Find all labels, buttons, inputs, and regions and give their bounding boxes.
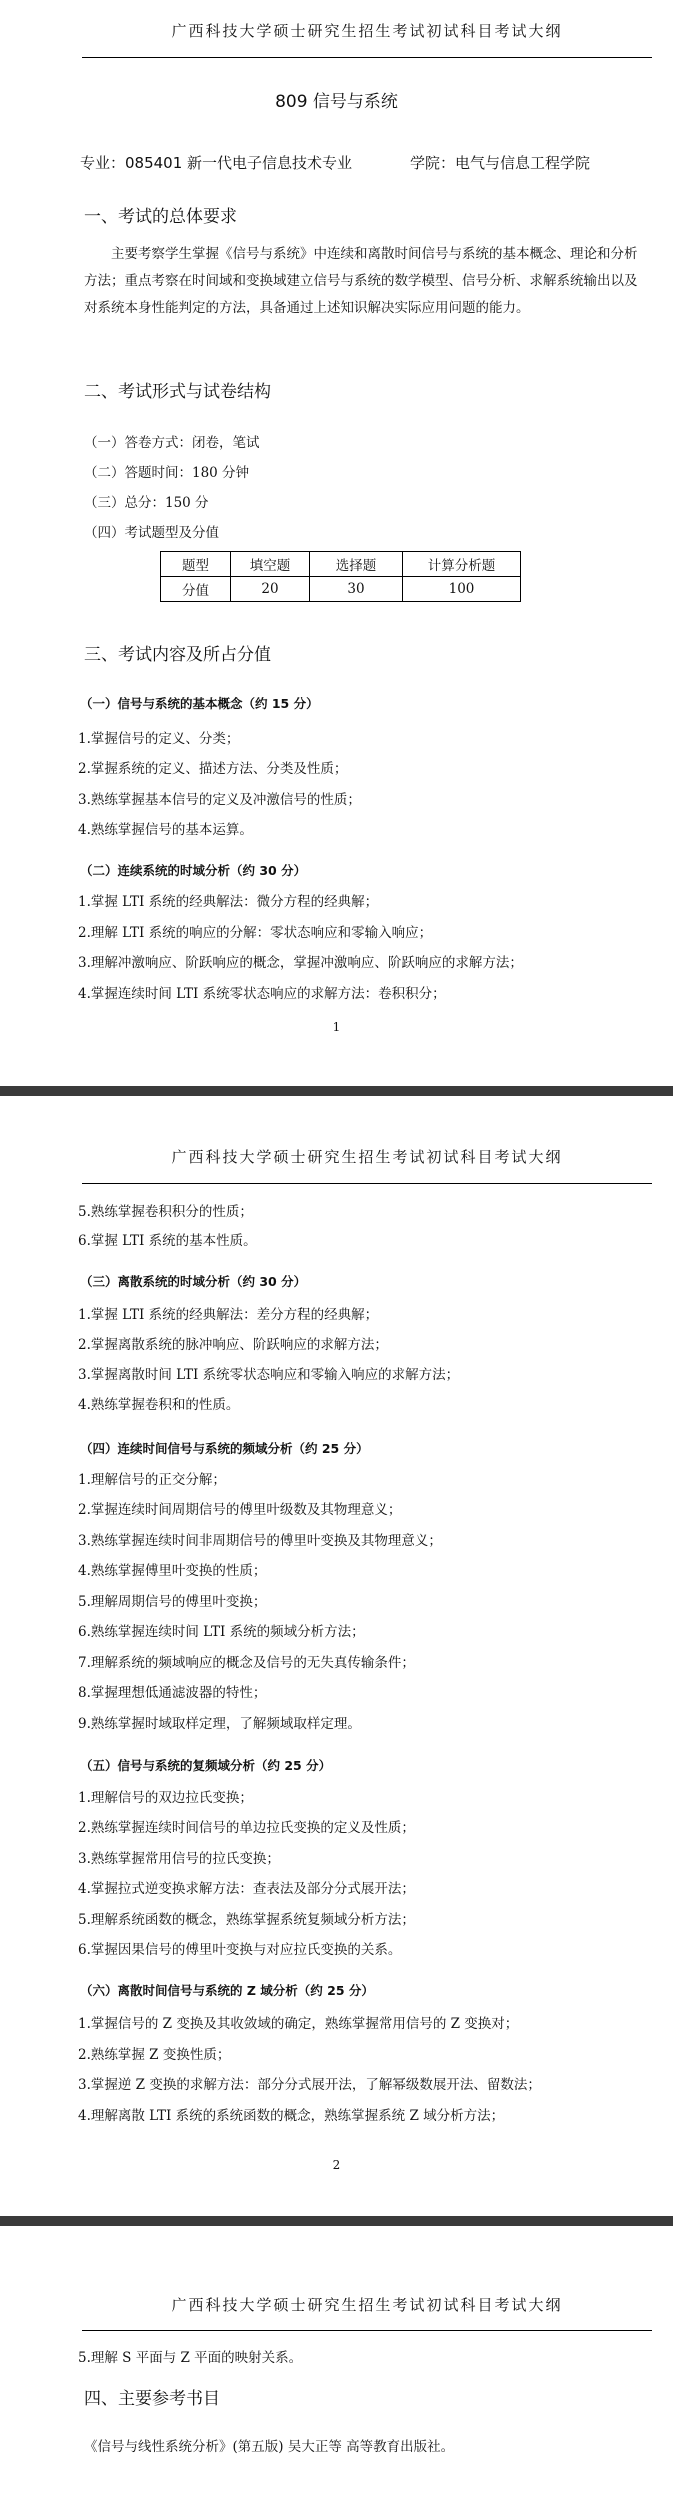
list-item: 4.熟练掌握卷积和的性质。	[78, 1397, 240, 1413]
list-item: 4.掌握连续时间 LTI 系统零状态响应的求解方法：卷积积分；	[78, 986, 446, 1002]
list-item: 2.掌握连续时间周期信号的傅里叶级数及其物理意义；	[78, 1502, 402, 1518]
list-item: 1.掌握信号的 Z 变换及其收敛域的确定，熟练掌握常用信号的 Z 变换对；	[78, 2016, 519, 2032]
requirement-paragraph: 主要考察学生掌握《信号与系统》中连续和离散时间信号与系统的基本概念、理论和分析方法；重点考察在时间域和变换域建立信号与系统的数学模型、信号分析、求解系统输出以及对系统本身性能判定的方法，具备通过上述知识解决实际应用问题的能力。	[84, 246, 638, 316]
page-header: 广西科技大学硕士研究生招生考试初试科目考试大纲	[171, 2296, 563, 2314]
table-cell: 分值	[161, 577, 231, 602]
table-row	[161, 577, 521, 602]
header-rule	[82, 57, 652, 58]
list-item: 8.掌握理想低通滤波器的特性；	[78, 1685, 267, 1701]
list-item: 5.理解 S 平面与 Z 平面的映射关系。	[78, 2350, 303, 2366]
list-item: 4.掌握拉式逆变换求解方法：查表法及部分分式展开法；	[78, 1881, 415, 1897]
list-item: 1.掌握信号的定义、分类；	[78, 731, 240, 747]
list-item: 9.熟练掌握时域取样定理，了解频域取样定理。	[78, 1716, 361, 1732]
list-item: 1.理解信号的双边拉氏变换；	[78, 1790, 253, 1806]
subsection-title: （一）信号与系统的基本概念（约 15 分）	[80, 696, 319, 711]
list-item: 2.理解 LTI 系统的响应的分解：零状态响应和零输入响应；	[78, 925, 433, 941]
list-item: 4.熟练掌握傅里叶变换的性质；	[78, 1563, 267, 1579]
list-item: 2.熟练掌握连续时间信号的单边拉氏变换的定义及性质；	[78, 1820, 415, 1836]
list-item: 4.熟练掌握信号的基本运算。	[78, 822, 253, 838]
page-header: 广西科技大学硕士研究生招生考试初试科目考试大纲	[171, 22, 563, 40]
table-cell: 计算分析题	[403, 552, 521, 577]
list-item: 2.掌握离散系统的脉冲响应、阶跃响应的求解方法；	[78, 1337, 388, 1353]
list-item: 3.熟练掌握常用信号的拉氏变换；	[78, 1851, 280, 1867]
section-heading: 四、主要参考书目	[84, 2389, 220, 2409]
table-cell: 30	[310, 577, 403, 602]
subsection-title: （四）连续时间信号与系统的频域分析（约 25 分）	[80, 1441, 369, 1456]
subsection-title: （五）信号与系统的复频域分析（约 25 分）	[80, 1758, 332, 1773]
subsection-title: （三）离散系统的时域分析（约 30 分）	[80, 1274, 307, 1289]
page-number: 1	[332, 1020, 341, 1034]
page-3	[0, 2246, 673, 2493]
major-label: 专业：085401 新一代电子信息技术专业	[80, 154, 353, 172]
list-item: 5.理解系统函数的概念，熟练掌握系统复频域分析方法；	[78, 1912, 415, 1928]
exam-title: 809 信号与系统	[275, 92, 398, 112]
table-header-row	[161, 552, 521, 577]
score-table	[160, 551, 521, 602]
table-cell: 20	[231, 577, 310, 602]
list-item: （三）总分：150 分	[84, 495, 209, 511]
college-label: 学院：电气与信息工程学院	[410, 154, 591, 172]
list-item: 5.理解周期信号的傅里叶变换；	[78, 1594, 267, 1610]
list-item: 3.掌握逆 Z 变换的求解方法：部分分式展开法，了解幂级数展开法、留数法；	[78, 2077, 541, 2093]
list-item: 1.掌握 LTI 系统的经典解法：微分方程的经典解；	[78, 894, 379, 910]
section-heading: 一、考试的总体要求	[84, 207, 237, 227]
reference-book: 《信号与线性系统分析》(第五版) 吴大正等 高等教育出版社。	[84, 2439, 455, 2455]
list-item: （四）考试题型及分值	[84, 525, 219, 541]
subsection-title: （二）连续系统的时域分析（约 30 分）	[80, 863, 307, 878]
table-cell: 100	[403, 577, 521, 602]
list-item: 6.掌握因果信号的傅里叶变换与对应拉氏变换的关系。	[78, 1942, 402, 1958]
list-item: 6.熟练掌握连续时间 LTI 系统的频域分析方法；	[78, 1624, 365, 1640]
table-cell: 题型	[161, 552, 231, 577]
list-item: 3.理解冲激响应、阶跃响应的概念，掌握冲激响应、阶跃响应的求解方法；	[78, 955, 523, 971]
list-item: 3.熟练掌握连续时间非周期信号的傅里叶变换及其物理意义；	[78, 1533, 442, 1549]
list-item: 3.掌握离散时间 LTI 系统零状态响应和零输入响应的求解方法；	[78, 1367, 460, 1383]
header-rule	[82, 1183, 652, 1184]
subsection-title: （六）离散时间信号与系统的 Z 域分析（约 25 分）	[80, 1983, 374, 1998]
table-cell: 填空题	[231, 552, 310, 577]
list-item: 2.熟练掌握 Z 变换性质；	[78, 2047, 231, 2063]
list-item: （二）答题时间：180 分钟	[84, 465, 250, 481]
page-separator	[0, 1086, 673, 1116]
section-heading: 三、考试内容及所占分值	[84, 645, 271, 665]
list-item: 1.掌握 LTI 系统的经典解法：差分方程的经典解；	[78, 1307, 379, 1323]
page-number: 2	[332, 2158, 341, 2172]
page-separator	[0, 2216, 673, 2246]
page-1	[0, 0, 673, 1086]
list-item: 2.掌握系统的定义、描述方法、分类及性质；	[78, 761, 348, 777]
page-2	[0, 1116, 673, 2216]
list-item: 6.掌握 LTI 系统的基本性质。	[78, 1233, 257, 1249]
list-item: 5.熟练掌握卷积积分的性质；	[78, 1204, 253, 1220]
table-cell: 选择题	[310, 552, 403, 577]
page-header: 广西科技大学硕士研究生招生考试初试科目考试大纲	[171, 1148, 563, 1166]
list-item: （一）答卷方式：闭卷，笔试	[84, 435, 260, 451]
header-rule	[82, 2330, 652, 2331]
list-item: 1.理解信号的正交分解；	[78, 1472, 226, 1488]
list-item: 3.熟练掌握基本信号的定义及冲激信号的性质；	[78, 792, 361, 808]
list-item: 4.理解离散 LTI 系统的系统函数的概念，熟练掌握系统 Z 域分析方法；	[78, 2108, 505, 2124]
list-item: 7.理解系统的频域响应的概念及信号的无失真传输条件；	[78, 1655, 415, 1671]
section-heading: 二、考试形式与试卷结构	[84, 382, 271, 402]
